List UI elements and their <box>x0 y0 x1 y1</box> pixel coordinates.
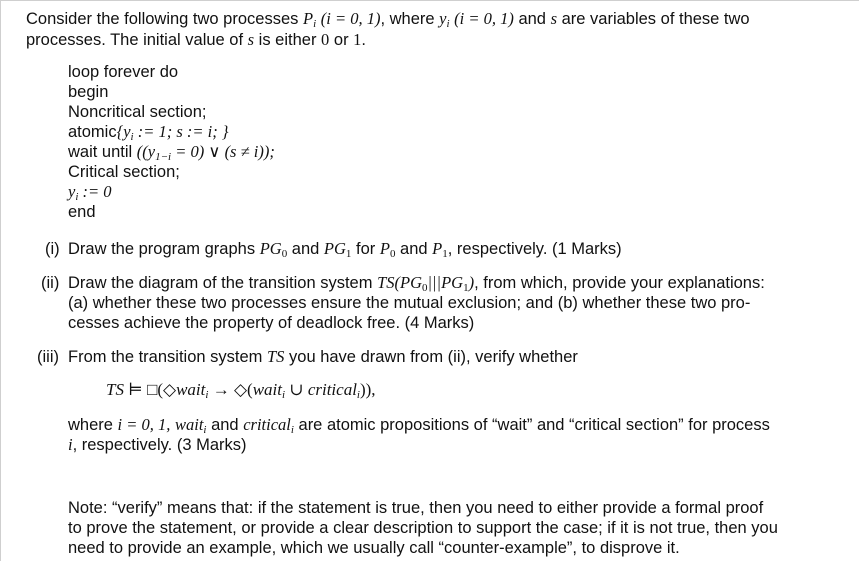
atomic-keyword: atomic <box>68 123 117 141</box>
question-ii-line-3: cesses achieve the property of deadlock free. (4 Marks) <box>68 314 475 332</box>
note-line-1: Note: “verify” means that: if the statement is true, then you need to either provide a formal proof <box>68 499 764 517</box>
index-range: (i = 0, 1) <box>320 9 381 28</box>
question-iii-number: (iii) <box>37 348 59 366</box>
code-line: begin <box>68 83 109 101</box>
process-var: $P_i$ <box>302 9 317 30</box>
intro-text: . <box>361 31 366 49</box>
note-line-3: need to provide an example, which we usually call “counter-example”, to disprove it. <box>68 539 680 557</box>
s-var: s <box>247 30 255 49</box>
wait-keyword: wait until <box>68 143 133 161</box>
intro-text: and <box>518 10 546 28</box>
reset-statement: $y_i$ := 0 <box>68 182 112 203</box>
question-iii-line-3: i, respectively. (3 Marks) <box>68 435 247 454</box>
code-line: loop forever do <box>68 63 179 81</box>
index-range: (i = 0, 1) <box>454 9 514 28</box>
ltl-formula: TS ⊨ □(◇wait$_i$ → ◇(wait$_i$ ∪ critical$_i$)), <box>106 380 376 401</box>
intro-text: Consider the following two processes <box>26 10 299 28</box>
value-one: 1 <box>353 30 362 49</box>
note-line-2: to prove the statement, or provide a clear description to support the case; if it is not true, then you <box>68 519 778 537</box>
intro-text: are variables of these two <box>561 10 750 28</box>
code-line <box>68 142 275 162</box>
code-line: Noncritical section; <box>68 103 207 121</box>
code-line <box>68 122 228 142</box>
intro-line-2 <box>26 30 366 50</box>
code-line: Critical section; <box>68 163 180 181</box>
intro-text: processes. The initial value of <box>26 31 244 49</box>
code-line <box>68 182 112 202</box>
question-iii-line-1: From the transition system TS you have drawn from (ii), verify whether <box>68 347 578 366</box>
intro-text: or <box>333 31 349 49</box>
question-iii-line-2: where i = 0, 1, wait$_i$ and critical$_i$ are atomic propositions of “wait” and “critical section” for process <box>68 415 770 436</box>
intro-line-1 <box>26 9 750 29</box>
value-zero: 0 <box>321 30 330 49</box>
atomic-body: {$y_i$ := 1; s := i; } <box>116 122 229 143</box>
question-i-number: (i) <box>45 240 60 258</box>
y-var: $y_i$ <box>439 9 450 30</box>
question-i-text: Draw the program graphs $PG_0$ and $PG_1$ for $P_0$ and $P_1$, respectively. (1 Marks) <box>68 239 622 260</box>
s-var: s <box>550 9 557 28</box>
intro-text: is either <box>258 31 317 49</box>
intro-text: , where <box>380 10 435 28</box>
question-ii-number: (ii) <box>41 274 60 292</box>
question-ii-line-1: Draw the diagram of the transition system $TS(PG_0|||PG_1)$, from which, provide your explanations: <box>68 273 765 294</box>
code-line: end <box>68 203 96 221</box>
wait-condition: ($(y_{1-i} = 0)$ ∨ (s ≠ i)); <box>136 142 275 163</box>
question-ii-line-2: (a) whether these two processes ensure the mutual exclusion; and (b) whether these two pro- <box>68 294 751 312</box>
